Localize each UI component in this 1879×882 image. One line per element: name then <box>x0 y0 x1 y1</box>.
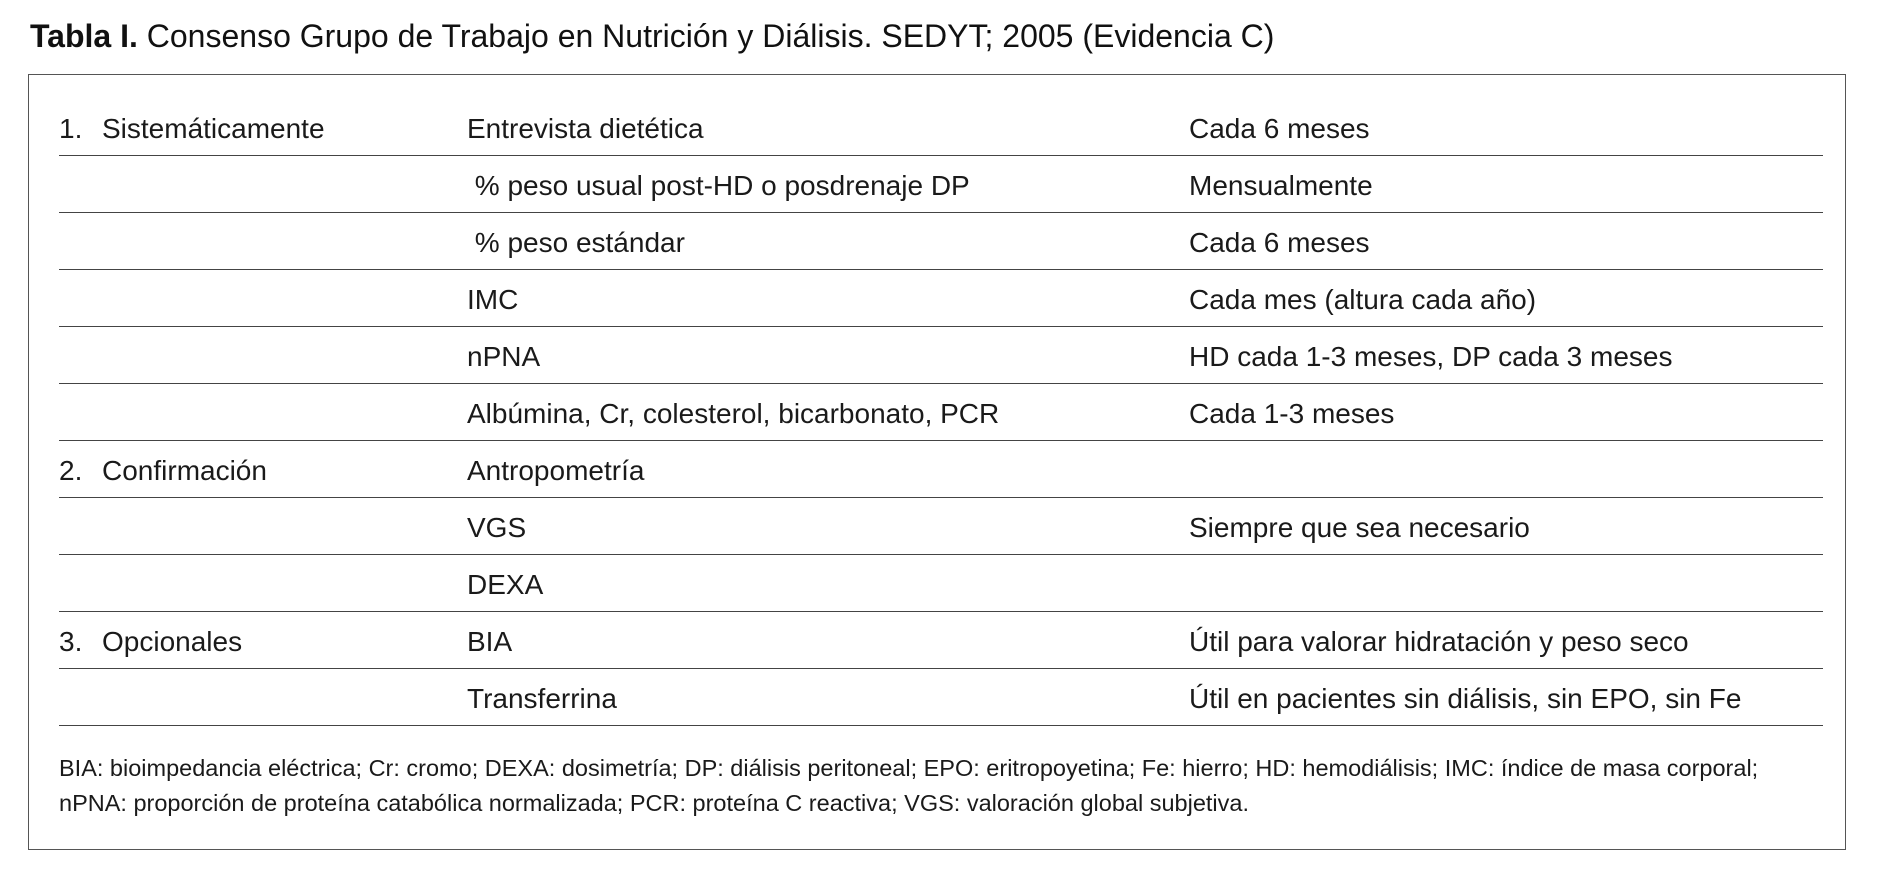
table-row <box>59 327 1823 384</box>
category-number: 3. <box>59 626 83 657</box>
table-row <box>59 384 1823 441</box>
category-cell <box>59 669 102 726</box>
table-row <box>59 99 1823 156</box>
table-row <box>59 555 1823 612</box>
table-row <box>59 498 1823 555</box>
table-row <box>59 156 1823 213</box>
item-cell: Albúmina, Cr, colesterol, bicarbonato, PCR <box>467 398 1000 429</box>
table-row <box>59 669 1823 726</box>
table-row <box>59 441 1823 498</box>
table-frame <box>28 74 1846 850</box>
table-row <box>59 612 1823 669</box>
data-table <box>59 99 1823 726</box>
table-row <box>59 213 1823 270</box>
category-cell <box>59 270 102 327</box>
frequency-cell: HD cada 1-3 meses, DP cada 3 meses <box>1189 341 1673 372</box>
category-label: Confirmación <box>102 455 267 486</box>
category-cell <box>59 384 102 441</box>
frequency-cell: Útil para valorar hidratación y peso seco <box>1189 626 1689 657</box>
item-cell: nPNA <box>467 341 541 372</box>
frequency-cell: Mensualmente <box>1189 170 1373 201</box>
category-cell <box>59 156 102 213</box>
category-label: Sistemáticamente <box>102 113 325 144</box>
category-cell <box>59 498 102 555</box>
category-cell <box>59 555 102 612</box>
category-cell <box>59 441 267 498</box>
item-cell: Entrevista dietética <box>467 113 704 144</box>
item-cell: BIA <box>467 626 513 657</box>
category-cell <box>59 213 102 270</box>
table-row <box>59 270 1823 327</box>
frequency-cell: Cada 1-3 meses <box>1189 398 1395 429</box>
item-cell: Antropometría <box>467 455 645 486</box>
item-cell: VGS <box>467 512 527 543</box>
category-label: Opcionales <box>102 626 243 657</box>
item-cell: Transferrina <box>467 683 617 714</box>
frequency-cell: Útil en pacientes sin diálisis, sin EPO, sin Fe <box>1189 683 1742 714</box>
frequency-cell: Cada 6 meses <box>1189 113 1370 144</box>
table-footnote: BIA: bioimpedancia eléctrica; Cr: cromo; DEXA: dosimetría; DP: diálisis peritoneal; EPO: eritropoyetina; Fe: hierro; HD: hemodiálisis; IMC: índice de masa corporal; nPNA: proporción de proteína catabólica normalizada; PCR: proteína C reactiva; VGS: valoración global subjetiva. <box>59 755 1759 816</box>
category-cell <box>59 99 325 156</box>
table-caption-text: Consenso Grupo de Trabajo en Nutrición y Diálisis. SEDYT; 2005 (Evidencia C) <box>146 18 1275 54</box>
frequency-cell: Siempre que sea necesario <box>1189 512 1530 543</box>
category-cell <box>59 612 242 669</box>
item-cell: % peso estándar <box>467 227 685 258</box>
frequency-cell: Cada 6 meses <box>1189 227 1370 258</box>
item-cell: DEXA <box>467 569 544 600</box>
category-number: 2. <box>59 455 83 486</box>
item-cell: % peso usual post-HD o posdrenaje DP <box>467 170 970 201</box>
table-caption <box>30 14 1274 58</box>
frequency-cell: Cada mes (altura cada año) <box>1189 284 1537 315</box>
item-cell: IMC <box>467 284 519 315</box>
table-caption-label: Tabla I. <box>30 18 138 54</box>
category-cell <box>59 327 102 384</box>
category-number: 1. <box>59 113 83 144</box>
